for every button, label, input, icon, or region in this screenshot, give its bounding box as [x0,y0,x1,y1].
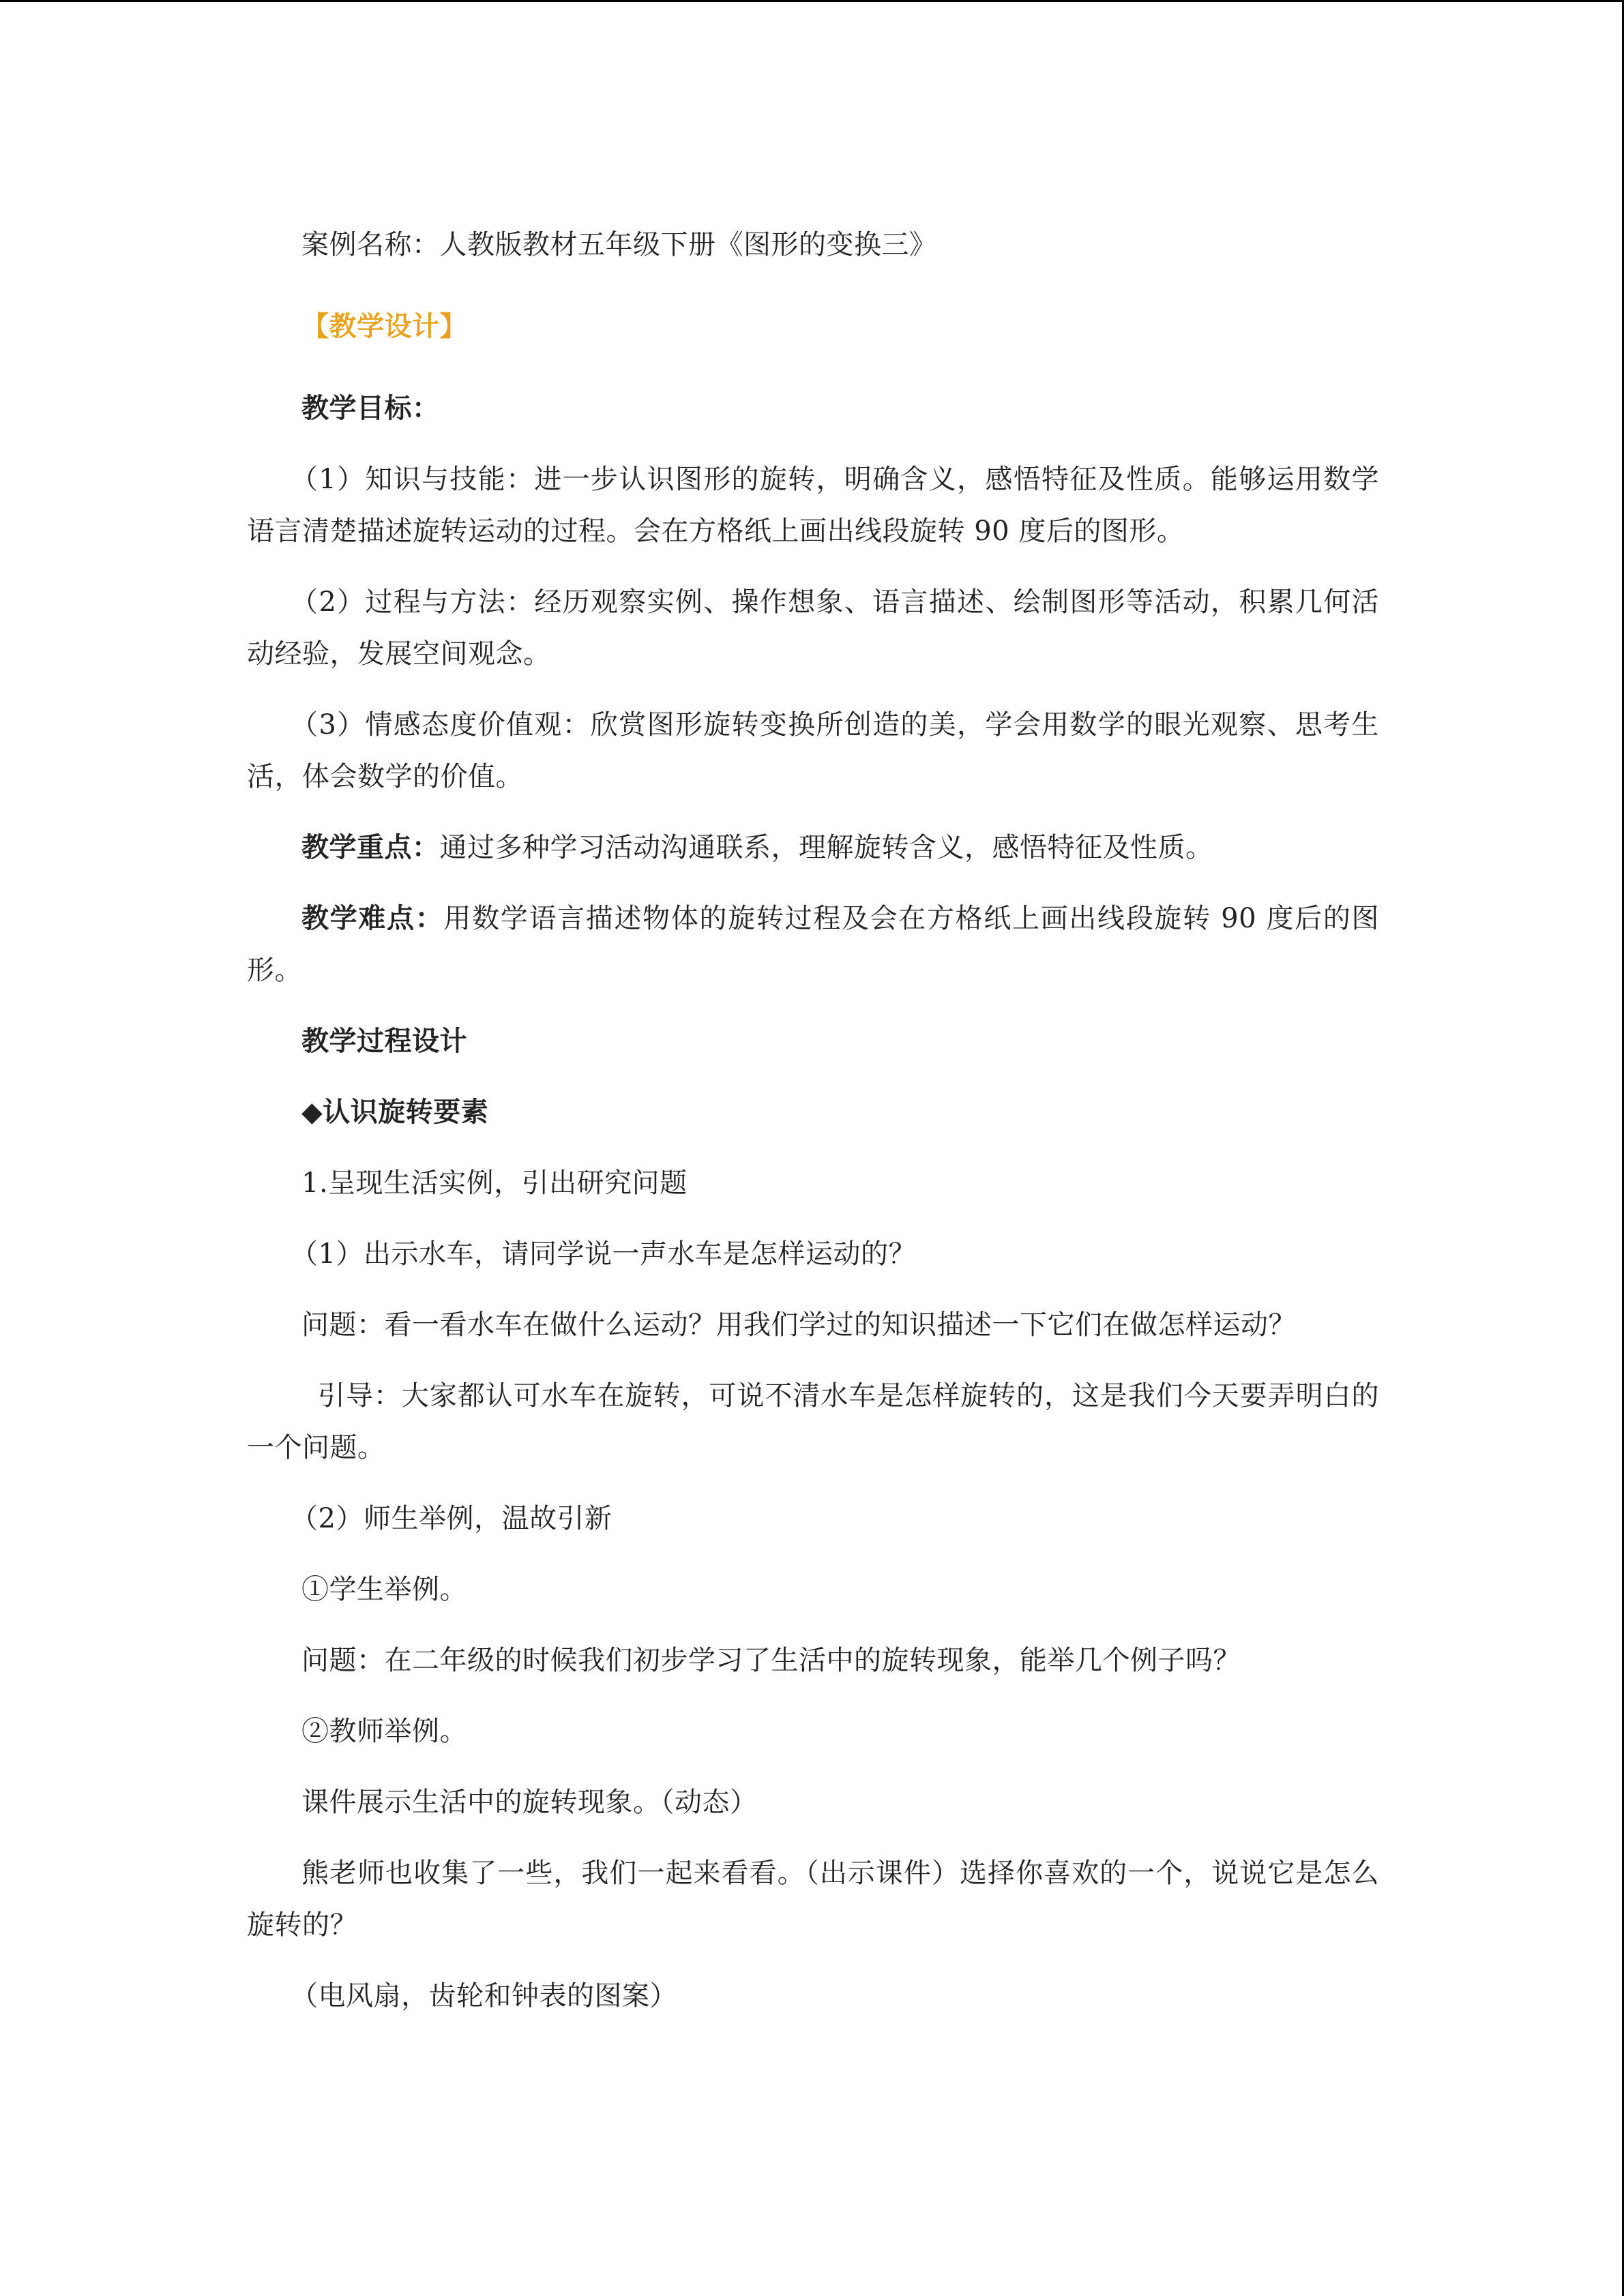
process-line-1: 1.呈现生活实例，引出研究问题 [301,1167,688,1199]
difficult-point [247,893,1379,996]
process-subheading: ◆认识旋转要素 [301,1097,489,1128]
objectives-heading: 教学目标： [301,393,440,424]
key-point [247,822,1379,874]
section-title: 【教学设计】 [301,311,467,342]
process-line-8: ②教师举例。 [301,1716,467,1747]
objective-item-2: （2）过程与方法：经历观察实例、操作想象、语言描述、绘制图形等活动，积累几何活动经验，发展空间观念。 [247,586,1379,670]
objective-item-1: （1）知识与技能：进一步认识图形的旋转，明确含义，感悟特征及性质。能够运用数学语言清楚描述旋转运动的过程。会在方格纸上画出线段旋转 90 度后的图形。 [247,464,1379,547]
process-line-4: 引导：大家都认可水车在旋转，可说不清水车是怎样旋转的，这是我们今天要弄明白的一个问题。 [247,1380,1379,1463]
process-line-7: 问题：在二年级的时候我们初步学习了生活中的旋转现象，能举几个例子吗？ [301,1645,1241,1676]
key-point-label: 教学重点： [301,832,440,863]
process-line-10: 熊老师也收集了一些，我们一起来看看。（出示课件）选择你喜欢的一个，说说它是怎么旋转的？ [247,1858,1379,1941]
process-heading: 教学过程设计 [301,1026,467,1057]
process-line-5: （2）师生举例，温故引新 [291,1503,612,1534]
process-line-6: ①学生举例。 [301,1574,467,1605]
process-line-9: 课件展示生活中的旋转现象。（动态） [301,1787,758,1818]
difficult-point-text: 用数学语言描述物体的旋转过程及会在方格纸上画出线段旋转 90 度后的图形。 [247,903,1380,986]
document-body [247,219,1379,2022]
case-name: 案例名称：人教版教材五年级下册《图形的变换三》 [301,229,937,260]
process-line-3: 问题：看一看水车在做什么运动？用我们学过的知识描述一下它们在做怎样运动？ [301,1309,1296,1341]
objective-item-3: （3）情感态度价值观：欣赏图形旋转变换所创造的美，学会用数学的眼光观察、思考生活，体会数学的价值。 [247,709,1379,792]
process-line-11: （电风扇，齿轮和钟表的图案） [291,1980,677,2012]
key-point-text: 通过多种学习活动沟通联系，理解旋转含义，感悟特征及性质。 [439,832,1213,863]
process-line-2: （1）出示水车，请同学说一声水车是怎样运动的？ [291,1238,916,1270]
difficult-point-label: 教学难点： [301,903,444,934]
